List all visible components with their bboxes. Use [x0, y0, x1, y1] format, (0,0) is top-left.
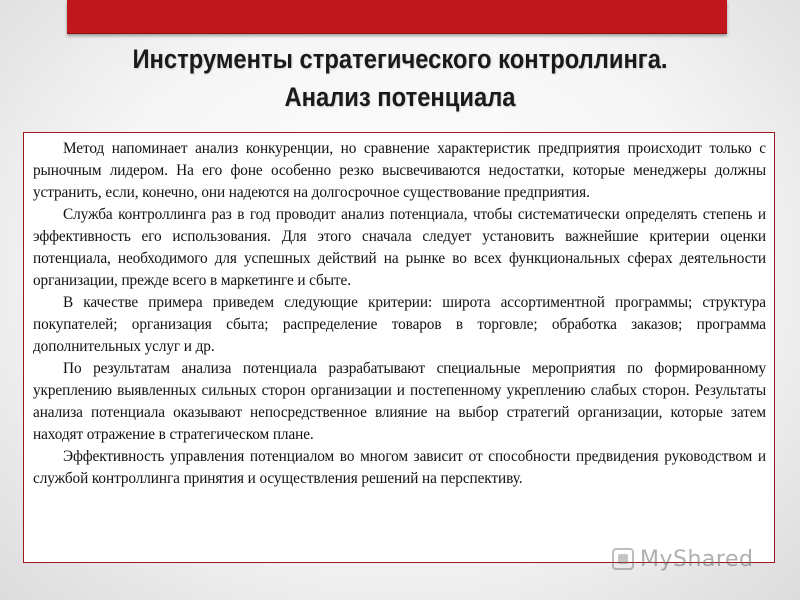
slide-title-line-2: Анализ потенциала — [284, 82, 516, 112]
paragraph-5: Эффективность управления потенциалом во многом зависит от способности предвидения руководством и службой контроллинга принятия и осуществления решений на перспективу. — [33, 448, 766, 487]
paragraph-4: По результатам анализа потенциала разрабатывают специальные мероприятия по формированному укреплению выявленных сильных сторон организации и постепенному укреплению слабых сторон. Результаты анализа потенциала оказывают непосредственное влияние на выбор стратегий организации, которые затем находят отражение в стратегическом плане. — [33, 360, 766, 443]
slide-title — [48, 40, 752, 116]
watermark-text: MyShared — [640, 546, 754, 572]
slide-title-line-1: Инструменты стратегического контроллинга. — [132, 44, 668, 74]
content-box — [23, 132, 775, 563]
watermark-logo-icon — [612, 548, 634, 570]
watermark — [612, 544, 753, 574]
header-red-bar — [67, 0, 727, 34]
paragraph-2: Служба контроллинга раз в год проводит анализ потенциала, чтобы систематически определять степень и эффективность его использования. Для этого сначала следует установить важнейшие критерии оценки потенциала, необходимого для успешных действий на рынке во всех функциональных сферах деятельности организации, прежде всего в маркетинге и сбыте. — [33, 206, 766, 289]
paragraph-1: Метод напоминает анализ конкуренции, но сравнение характеристик предприятия происходит только с рыночным лидером. На его фоне особенно резко высвечиваются недостатки, которые менеджеры должны устранить, если, конечно, они надеются на долгосрочное существование предприятия. — [33, 140, 766, 201]
paragraph-3: В качестве примера приведем следующие критерии: широта ассортиментной программы; структура покупателей; организация сбыта; распределение товаров в торговле; обработка заказов; программа дополнительных услуг и др. — [33, 294, 766, 355]
